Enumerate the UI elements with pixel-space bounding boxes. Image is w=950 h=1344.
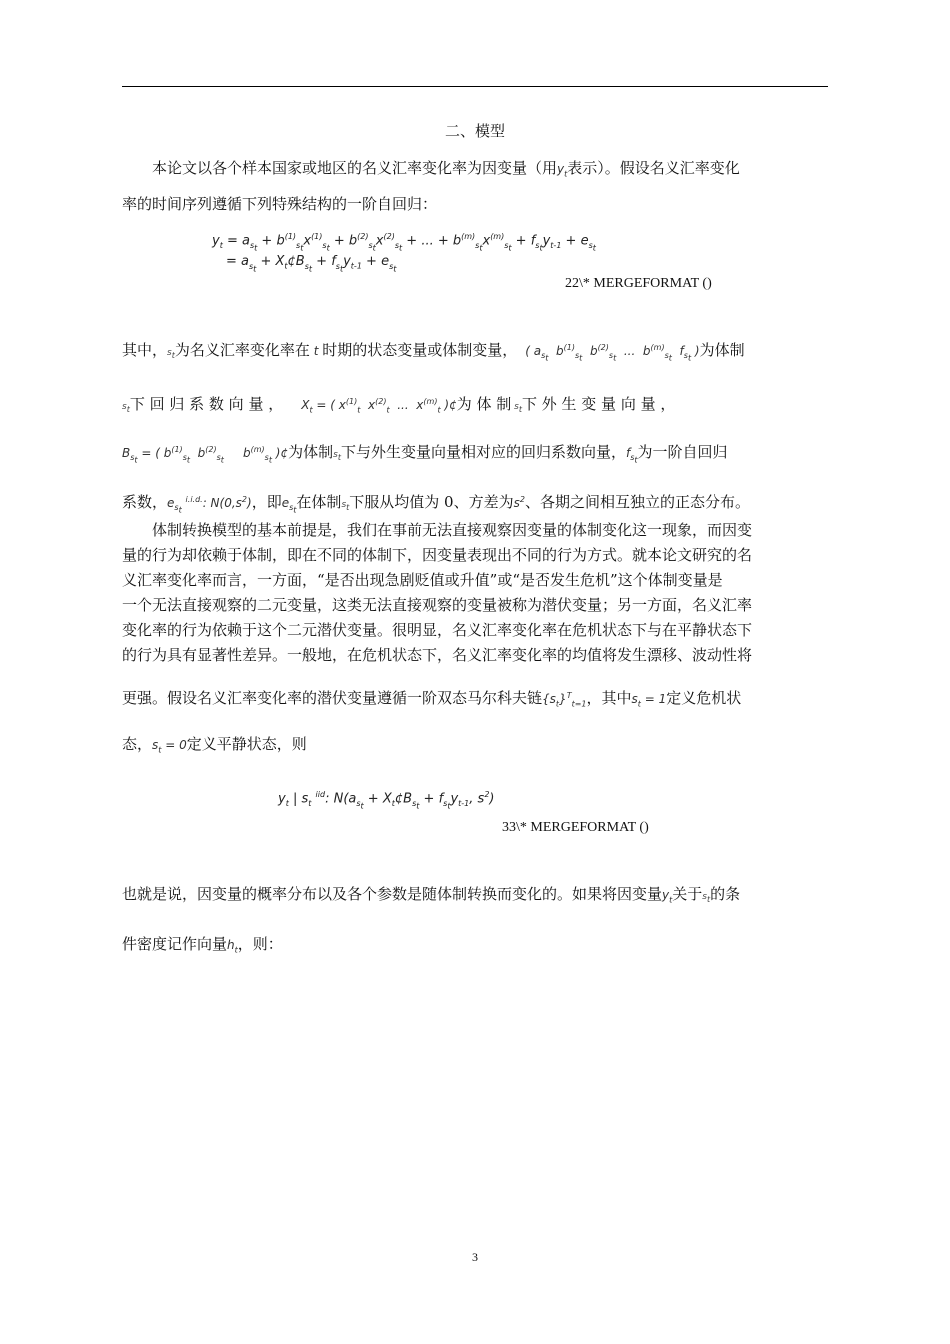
formula-e-iid-normal: $e_{s_t}$ $^{i.i.d.}$: $N(0,s^2)$ [167, 495, 252, 515]
formula-coef-vector: ( $a_{s_t}$ $b^{(1)}_{s_t}$ $b^{(2)}_{s_t}$ ... $b^{(m)}_{s_t}$ $f_{s_t}$ ) [525, 343, 700, 363]
formula-xt-vector: $X_t$ = ( $x^{(1)}_t$ $x^{(2)}_t$ ... $x^{(m)}_t$ )¢ [301, 397, 457, 415]
formula-b-vector: $B_{s_t}$ = ( $b^{(1)}_{s_t}$ $b^{(2)}_{s_t}$ $b^{(m)}_{s_t}$ )¢ [122, 445, 289, 465]
formula-yt: $y_t$ [662, 888, 673, 905]
para2-line3: $B_{s_t}$ = ( $b^{(1)}_{s_t}$ $b^{(2)}_{s_t}$ $b^{(m)}_{s_t}$ )¢为体制$s_t$下与外生变量向量相对应的回归系数向量，$f_{s_t}$为一阶自回归 [122, 443, 728, 465]
para2-line4: 系数，$e_{s_t}$ $^{i.i.d.}$: $N(0,s^2)$，即$e_{s_t}$在体制$s_t$下服从均值为 0、方差为$s^2$、各期之间相互独立的正态分布。 [122, 493, 750, 515]
para2-line1: 其中，$s_t$为名义汇率变化率在 t 时期的状态变量或体制变量， ( $a_{s_t}$ $b^{(1)}_{s_t}$ $b^{(2)}_{s_t}$ ... $b^{(m)}_{s_t}$ $f_{s_t}$ )为体制 [122, 341, 745, 363]
formula-t: t [309, 344, 323, 358]
formula-markov-chain: $\{s_t\}^T_{t=1}$ [542, 691, 587, 709]
para3-line5: 变化率的行为依赖于这个二元潜伏变量。很明显，名义汇率变化率在危机状态下与在平静状态下 [122, 621, 753, 639]
formula-e: $e_{s_t}$ [281, 496, 297, 515]
formula-st: $s_t$ [333, 450, 341, 462]
formula-yt: $y_t$ [557, 162, 568, 179]
para3-line4: 一个无法直接观察的二元变量，这类无法直接观察的变量被称为潜伏变量；另一方面，名义汇率 [122, 596, 753, 614]
para1-line1: 本论文以各个样本国家或地区的名义汇率变化率为因变量（用$y_t$表示）。假设名义汇率变化 [152, 159, 740, 179]
formula-sigma-sq: $s^2$ [513, 495, 525, 510]
para3-line7: 更强。假设名义汇率变化率的潜伏变量遵循一阶双态马尔科夫链$\{s_t\}^T_{t=1}$，其中$s_t = 1$定义危机状 [122, 689, 742, 709]
para1-line2: 率的时间序列遵循下列特殊结构的一阶自回归： [122, 195, 438, 213]
formula-st: $s_t$ [122, 402, 130, 414]
para4-line2: 件密度记作向量$h_t$，则： [122, 935, 283, 955]
equation-3-label: 33\* MERGEFORMAT () [502, 820, 649, 835]
formula-st: $s_t$ [511, 402, 522, 414]
para3-line2: 量的行为却依赖于体制，即在不同的体制下，因变量表现出不同的行为方式。就本论文研究的名 [122, 546, 753, 564]
formula-st-eq-1: $s_t = 1$ [631, 692, 667, 709]
para3-line8: 态，$s_t = 0$定义平静状态，则 [122, 735, 307, 755]
formula-st-eq-0: $s_t = 0$ [152, 738, 187, 755]
formula-st: $s_t$ [341, 500, 350, 512]
para3-line1: 体制转换模型的基本前提是，我们在事前无法直接观察因变量的体制变化这一现象，而因变 [152, 521, 753, 539]
formula-f: $f_{s_t}$ [625, 446, 638, 465]
equation-2-label: 22\* MERGEFORMAT () [565, 276, 712, 291]
top-rule [122, 86, 828, 87]
para2-line2: $s_t$下 回 归 系 数 向 量 ， $X_t$ = ( $x^{(1)}_t$ $x^{(2)}_t$ ... $x^{(m)}_t$ )¢为 体 制 $s_t$下 外 生 变 量 向 量 ， [122, 395, 676, 415]
equation-3: $y_t$ | $s_t$ $^{iid}$: $N(a_{s_t}$ + $X_t¢B_{s_t} + f_{s_t}y_{t-1}$, $s^2$) [278, 790, 495, 811]
section-heading: 二、模型 [444, 122, 505, 140]
para4-line1: 也就是说，因变量的概率分布以及各个参数是随体制转换而变化的。如果将因变量$y_t$关于$s_t$的条 [122, 885, 741, 905]
formula-st: $s_t$ [167, 348, 175, 360]
para3-line6: 的行为具有显著性差异。一般地，在危机状态下，名义汇率变化率的均值将发生漂移、波动性将 [122, 646, 753, 664]
equation-2-row1: $y_t = a_{s_t} + b^{(1)}_{s_t}x^{(1)}_{s_t} + b^{(2)}_{s_t}x^{(2)}_{s_t}$ + ... + $b^{(m)}_{s_t}x^{(m)}_{s_t} + f_{s_t}y_{t-1} + e_{s_t}$ [212, 232, 596, 253]
page-number: 3 [472, 1250, 478, 1264]
equation-2-row2: = $a_{s_t}$ + $X_t¢B_{s_t} + f_{s_t}y_{t-1} + e_{s_t}$ [226, 254, 397, 274]
para3-line3: 义汇率变化率而言，一方面，“是否出现急剧贬值或升值”或“是否发生危机”这个体制变量是 [122, 571, 723, 589]
formula-st: $s_t$ [702, 892, 711, 904]
formula-eta: $h_t$ [227, 938, 238, 955]
